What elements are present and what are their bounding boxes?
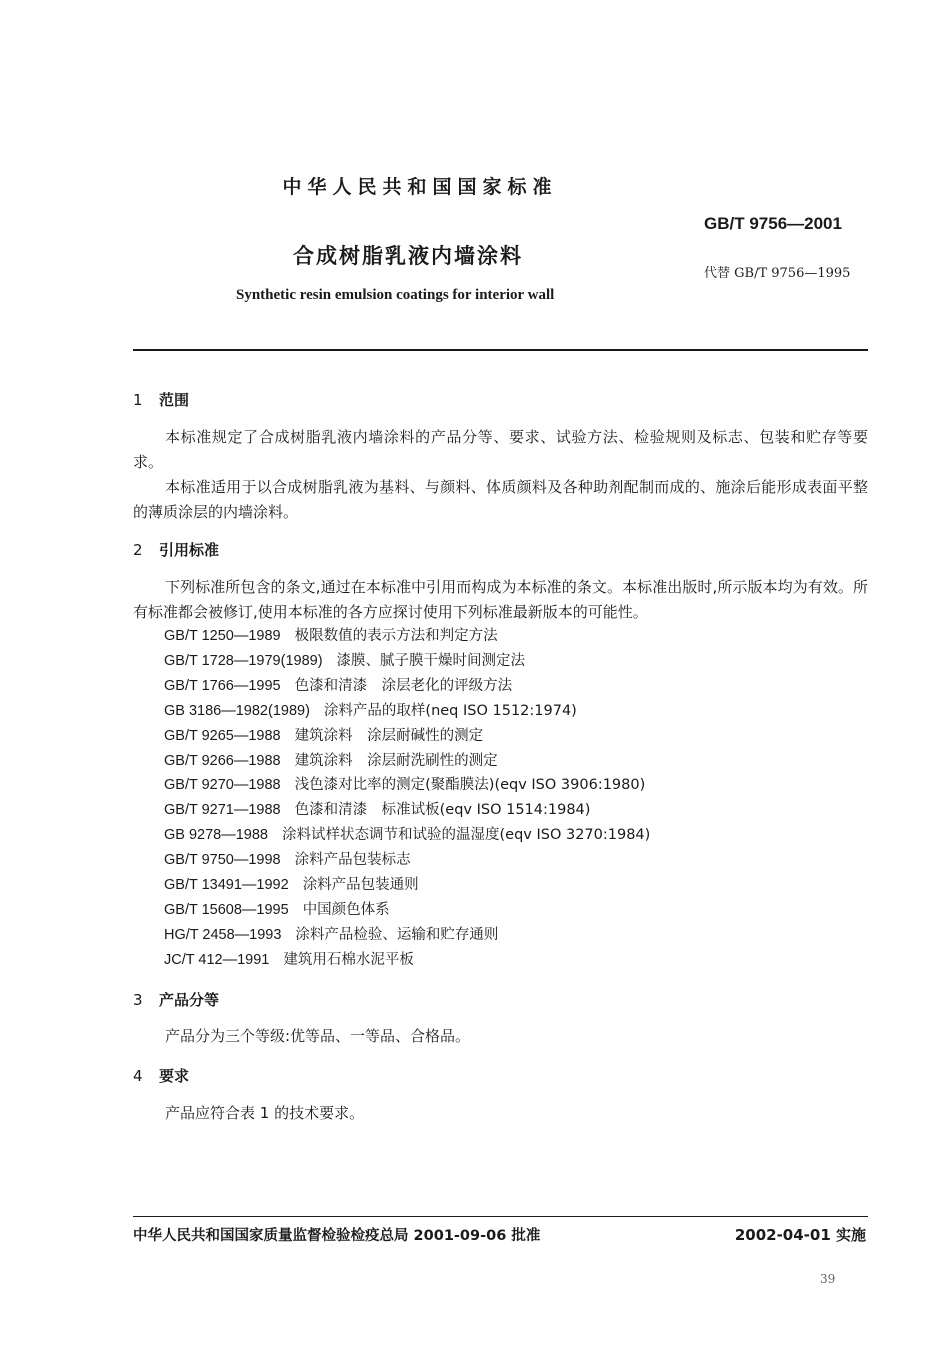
list-item bbox=[164, 798, 650, 823]
reference-code: GB/T 1728—1979(1989) bbox=[164, 652, 323, 669]
reference-code: GB/T 9271—1988 bbox=[164, 802, 281, 819]
reference-title: 涂料试样状态调节和试验的温湿度(eqv ISO 3270:1984) bbox=[282, 827, 651, 844]
header-divider bbox=[133, 349, 868, 351]
reference-title: 涂料产品包装标志 bbox=[294, 852, 411, 869]
section-number: 2 bbox=[133, 541, 143, 559]
section-1-paragraph-2: 本标准适用于以合成树脂乳液为基料、与颜料、体质颜料及各种助剂配制而成的、施涂后能形成表面平整的薄质涂层的内墙涂料。 bbox=[133, 478, 868, 521]
section-4-text: 产品应符合表 1 的技术要求。 bbox=[165, 1104, 365, 1122]
section-number: 4 bbox=[133, 1067, 143, 1085]
reference-code: GB/T 9270—1988 bbox=[164, 777, 281, 794]
list-item bbox=[164, 773, 650, 798]
reference-title: 涂料产品的取样(neq ISO 1512:1974) bbox=[323, 702, 577, 719]
national-standard-title: 中华人民共和国国家标准 bbox=[282, 176, 558, 198]
reference-code: GB/T 9266—1988 bbox=[164, 752, 281, 769]
section-2-heading bbox=[133, 539, 219, 560]
reference-title: 浅色漆对比率的测定(聚酯膜法)(eqv ISO 3906:1980) bbox=[294, 777, 646, 794]
list-item bbox=[164, 873, 650, 898]
list-item bbox=[164, 699, 650, 724]
reference-title: 色漆和清漆 标准试板(eqv ISO 1514:1984) bbox=[294, 802, 591, 819]
section-title: 范围 bbox=[159, 391, 190, 409]
reference-code: HG/T 2458—1993 bbox=[164, 926, 282, 943]
section-number: 3 bbox=[133, 991, 143, 1009]
section-number: 1 bbox=[133, 391, 143, 409]
reference-title: 色漆和清漆 涂层老化的评级方法 bbox=[294, 677, 513, 694]
document-title-en: Synthetic resin emulsion coatings for interior wall bbox=[236, 287, 555, 303]
reference-title: 建筑用石棉水泥平板 bbox=[283, 951, 414, 968]
section-1-paragraph-1: 本标准规定了合成树脂乳液内墙涂料的产品分等、要求、试验方法、检验规则及标志、包装和贮存等要求。 bbox=[133, 428, 868, 471]
reference-title: 建筑涂料 涂层耐洗刷性的测定 bbox=[294, 752, 498, 769]
page-number: 39 bbox=[820, 1272, 836, 1286]
standard-number: GB/T 9756—2001 bbox=[704, 214, 842, 233]
reference-title: 涂料产品检验、运输和贮存通则 bbox=[295, 926, 499, 943]
list-item bbox=[164, 749, 650, 774]
reference-list bbox=[164, 624, 650, 973]
reference-title: 涂料产品包装通则 bbox=[302, 877, 419, 894]
reference-code: GB/T 15608—1995 bbox=[164, 901, 289, 918]
approval-statement: 中华人民共和国国家质量监督检验检疫总局 2001-09-06 批准 bbox=[133, 1228, 541, 1244]
document-title-cn: 合成树脂乳液内墙涂料 bbox=[293, 244, 523, 268]
list-item bbox=[164, 948, 650, 973]
section-4-heading bbox=[133, 1065, 189, 1086]
reference-code: GB/T 9265—1988 bbox=[164, 727, 281, 744]
section-1-heading bbox=[133, 389, 189, 410]
reference-title: 建筑涂料 涂层耐碱性的测定 bbox=[294, 727, 484, 744]
reference-code: JC/T 412—1991 bbox=[164, 951, 270, 968]
section-title: 要求 bbox=[159, 1067, 190, 1085]
list-item bbox=[164, 848, 650, 873]
reference-code: GB/T 1766—1995 bbox=[164, 677, 281, 694]
list-item bbox=[164, 724, 650, 749]
reference-code: GB/T 9750—1998 bbox=[164, 852, 281, 869]
reference-title: 中国颜色体系 bbox=[302, 901, 390, 918]
reference-code: GB/T 13491—1992 bbox=[164, 877, 289, 894]
list-item bbox=[164, 823, 650, 848]
reference-code: GB 9278—1988 bbox=[164, 827, 268, 844]
implementation-date: 2002-04-01 实施 bbox=[734, 1226, 866, 1244]
list-item bbox=[164, 898, 650, 923]
section-title: 产品分等 bbox=[159, 991, 220, 1009]
section-3-heading bbox=[133, 989, 219, 1010]
replaces-standard: 代替 GB/T 9756—1995 bbox=[704, 266, 851, 281]
reference-code: GB 3186—1982(1989) bbox=[164, 702, 310, 719]
reference-title: 极限数值的表示方法和判定方法 bbox=[294, 628, 498, 644]
section-title: 引用标准 bbox=[159, 541, 220, 559]
footer-divider bbox=[133, 1216, 868, 1217]
section-3-text: 产品分为三个等级:优等品、一等品、合格品。 bbox=[165, 1027, 471, 1045]
list-item bbox=[164, 923, 650, 948]
list-item bbox=[164, 674, 650, 699]
list-item bbox=[164, 649, 650, 674]
reference-code: GB/T 1250—1989 bbox=[164, 628, 281, 644]
reference-title: 漆膜、腻子膜干燥时间测定法 bbox=[336, 652, 526, 669]
section-2-intro: 下列标准所包含的条文,通过在本标准中引用而构成为本标准的条文。本标准出版时,所示版本均为有效。所有标准都会被修订,使用本标准的各方应探讨使用下列标准最新版本的可能性。 bbox=[133, 578, 868, 621]
list-item bbox=[164, 624, 650, 649]
